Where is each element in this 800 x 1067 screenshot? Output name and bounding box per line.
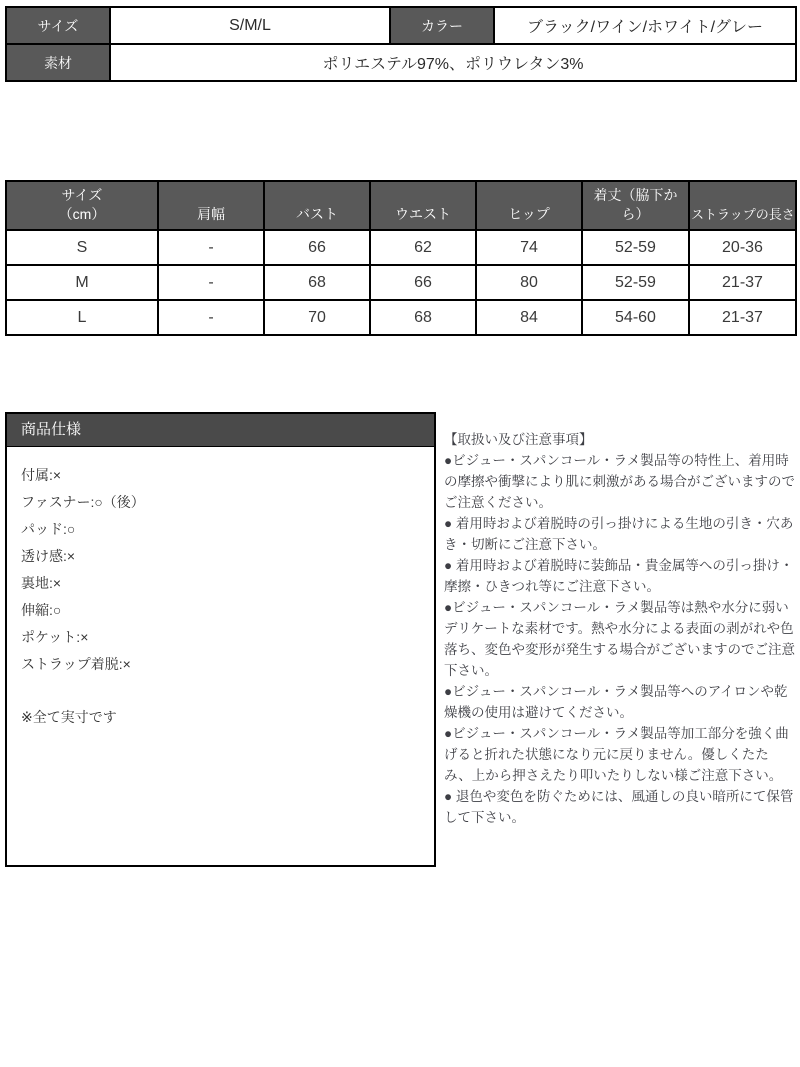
- care-notes-title: 【取扱い及び注意事項】: [444, 432, 593, 447]
- product-summary-table: [5, 6, 797, 82]
- product-spec-list: [7, 447, 434, 731]
- care-note-item: ●ビジュー・スパンコール・ラメ製品等加工部分を強く曲げると折れた状態になり元に戻りません。優しくたたみ、上から押さえたり叩いたりしない様ご注意下さい。: [444, 726, 789, 783]
- care-note-item: ● 退色や変色を防ぐためには、風通しの良い暗所にて保管して下さい。: [444, 789, 794, 825]
- cell-bust: 66: [264, 230, 370, 265]
- care-note-item: ●ビジュー・スパンコール・ラメ製品等へのアイロンや乾燥機の使用は避けてください。: [444, 684, 788, 720]
- cell-waist: 62: [370, 230, 476, 265]
- color-label-cell: カラー: [390, 7, 494, 44]
- cell-bust: 70: [264, 300, 370, 335]
- cell-length: 52-59: [582, 265, 689, 300]
- size-label-cell: サイズ: [6, 7, 110, 44]
- cell-hip: 84: [476, 300, 582, 335]
- spec-item-pad: パッド:○: [21, 521, 76, 537]
- care-note-item: ● 着用時および着脱時の引っ掛けによる生地の引き・穴あき・切断にご注意下さい。: [444, 516, 794, 552]
- material-label-cell: 素材: [6, 44, 110, 81]
- cell-strap: 21-37: [689, 300, 796, 335]
- header-length: 着丈（脇下から）: [582, 181, 689, 230]
- cell-length: 54-60: [582, 300, 689, 335]
- spec-item-accessory: 付属:×: [21, 467, 62, 483]
- product-spec-title: 商品仕様: [7, 414, 434, 447]
- spec-item-lining: 裏地:×: [21, 575, 62, 591]
- cell-strap: 20-36: [689, 230, 796, 265]
- cell-shoulder: -: [158, 300, 264, 335]
- size-chart-row-l: [6, 300, 796, 335]
- size-chart-row-m: [6, 265, 796, 300]
- cell-bust: 68: [264, 265, 370, 300]
- care-note-item: ●ビジュー・スパンコール・ラメ製品等の特性上、着用時の摩擦や衝撃により肌に刺激がある場合がございますのでご注意ください。: [444, 453, 795, 510]
- header-hip: ヒップ: [476, 181, 582, 230]
- cell-shoulder: -: [158, 265, 264, 300]
- care-note-item: ● 着用時および着脱時に装飾品・貴金属等への引っ掛け・摩擦・ひきつれ等にご注意下さい。: [444, 558, 794, 594]
- header-bust: バスト: [264, 181, 370, 230]
- product-spec-box: [5, 412, 436, 867]
- care-notes: [444, 429, 795, 828]
- spec-item-sheerness: 透け感:×: [21, 548, 76, 564]
- size-chart-row-s: [6, 230, 796, 265]
- summary-row-material: [6, 44, 796, 81]
- header-shoulder: 肩幅: [158, 181, 264, 230]
- cell-size: L: [6, 300, 158, 335]
- header-strap: ストラップの長さ: [689, 181, 796, 230]
- spec-item-strap-detachable: ストラップ着脱:×: [21, 656, 131, 672]
- spec-item-pocket: ポケット:×: [21, 629, 89, 645]
- care-note-item: ●ビジュー・スパンコール・ラメ製品等は熱や水分に弱いデリケートな素材です。熱や水分による表面の剥がれや色落ち、変色や変形が発生する場合がございますのでご注意下さい。: [444, 600, 795, 678]
- material-value-cell: ポリエステル97%、ポリウレタン3%: [110, 44, 796, 81]
- cell-hip: 74: [476, 230, 582, 265]
- header-size-cm: [6, 181, 158, 230]
- cell-size: S: [6, 230, 158, 265]
- header-size-line1: サイズ: [61, 187, 103, 203]
- spec-item-stretch: 伸縮:○: [21, 602, 62, 618]
- cell-length: 52-59: [582, 230, 689, 265]
- summary-row-size-color: [6, 7, 796, 44]
- cell-waist: 66: [370, 265, 476, 300]
- size-value-cell: S/M/L: [110, 7, 390, 44]
- cell-strap: 21-37: [689, 265, 796, 300]
- header-waist: ウエスト: [370, 181, 476, 230]
- size-chart-table: [5, 180, 797, 336]
- cell-shoulder: -: [158, 230, 264, 265]
- cell-hip: 80: [476, 265, 582, 300]
- color-value-cell: ブラック/ワイン/ホワイト/グレー: [494, 7, 796, 44]
- size-chart-header-row: [6, 181, 796, 230]
- cell-size: M: [6, 265, 158, 300]
- cell-waist: 68: [370, 300, 476, 335]
- spec-item-fastener: ファスナー:○（後）: [21, 494, 145, 510]
- spec-note-actual-size: ※全て実寸です: [21, 709, 117, 725]
- header-size-line2: （cm）: [58, 206, 106, 222]
